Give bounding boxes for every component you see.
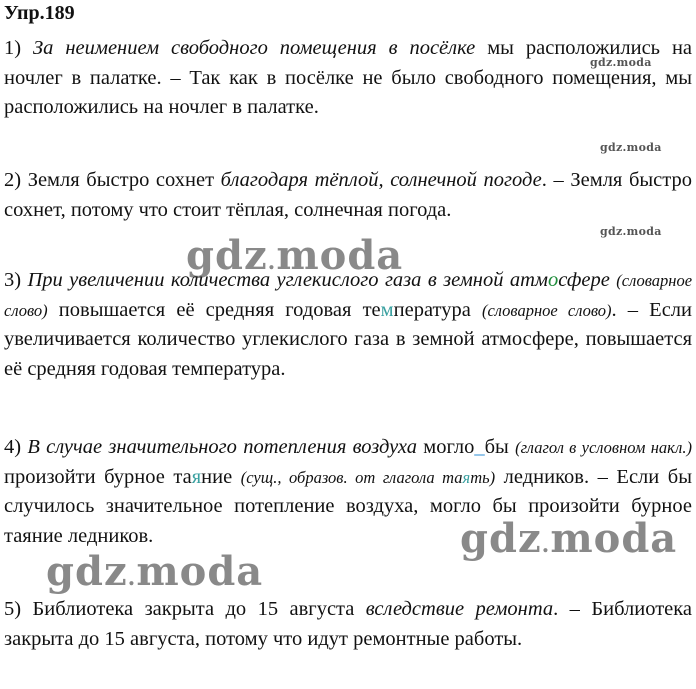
exercise-title: Упр.189 bbox=[4, 2, 75, 24]
paragraph-text: . – Если увеличивается количество углекислого газа в земной атмосфере, повышается её средняя годовая температура. bbox=[4, 298, 693, 380]
paragraph-text: ледников. – Если бы случилось значительное потепление воздуха, могло бы произойти бурное таяние ледников. bbox=[4, 465, 692, 547]
paragraph-5: 5) Библиотека закрыта до 15 августа вследствие ремонта. – Библиотека закрыта до 15 августа, потому что идут ремонтные работы. bbox=[4, 598, 693, 650]
paragraph-text: . – Земля быстро сохнет, потому что стоит тёплая, солнечная погода. bbox=[4, 169, 692, 221]
watermark-small: gdz.moda bbox=[600, 141, 662, 154]
grammar-note: (словарное слово) bbox=[481, 300, 612, 320]
paragraph-3: 3) При увеличении количества углекислого газа в земной атмосфере (словарное слово) повышается её средняя годовая температура (словарное слово). – Если увеличивается количество углекислого газа в земной атмосфере, повышается её средняя годовая температура. bbox=[4, 269, 693, 380]
italic-phrase: благодаря тёплой, солнечной погоде bbox=[220, 169, 542, 191]
highlighted-letter: м bbox=[380, 298, 394, 321]
italic-phrase: В случае значительного потепления воздуха bbox=[27, 436, 417, 458]
highlighted-letter: я bbox=[191, 465, 202, 488]
italic-phrase: При увеличении количества углекислого газа в земной атмосфере bbox=[27, 269, 610, 291]
highlighted-letter: я bbox=[462, 467, 471, 487]
paragraph-number: 4) bbox=[4, 436, 28, 458]
paragraph-4: 4) В случае значительного потепления воздуха могло_бы (глагол в условном накл.) произойти бурное таяние (сущ., образов. от глагола таять) ледников. – Если бы случилось значительное потепление воздуха, могло бы произойти бурное таяние ледников. bbox=[4, 436, 692, 547]
watermark-small: gdz.moda bbox=[590, 56, 652, 69]
italic-phrase: За неимением свободного помещения в посёлке bbox=[33, 37, 476, 59]
paragraph-text: мы расположились на ночлег в палатке. – Так как в посёлке не было свободного помещения, мы расположились на ночлег в палатке. bbox=[4, 37, 693, 118]
italic-phrase: вследствие ремонта bbox=[365, 598, 554, 620]
watermark-large: gdz.moda bbox=[460, 515, 678, 562]
paragraph-number: 1) bbox=[4, 37, 22, 59]
paragraph-number: 2) Земля быстро сохнет bbox=[4, 169, 221, 191]
watermark-large: gdz.moda bbox=[46, 548, 264, 595]
paragraph-number: 3) bbox=[4, 269, 28, 291]
paragraph-1 bbox=[4, 34, 692, 123]
paragraph-number: 5) Библиот bbox=[4, 598, 106, 620]
highlighted-letter: о bbox=[548, 269, 559, 291]
watermark-large: gdz.moda bbox=[186, 232, 404, 279]
grammar-note: (словарное слово) bbox=[4, 271, 693, 320]
grammar-note: (сущ., образов. от глагола таять) bbox=[240, 467, 496, 487]
watermark-small: gdz.moda bbox=[600, 225, 662, 238]
paragraph-2 bbox=[4, 166, 692, 225]
grammar-note: (глагол в условном накл.) bbox=[515, 438, 692, 457]
paragraph-text: . – Библиотека закрыта до 15 августа, потому что идут ремонтные работы. bbox=[4, 598, 693, 650]
space-marker: _ bbox=[474, 436, 485, 458]
